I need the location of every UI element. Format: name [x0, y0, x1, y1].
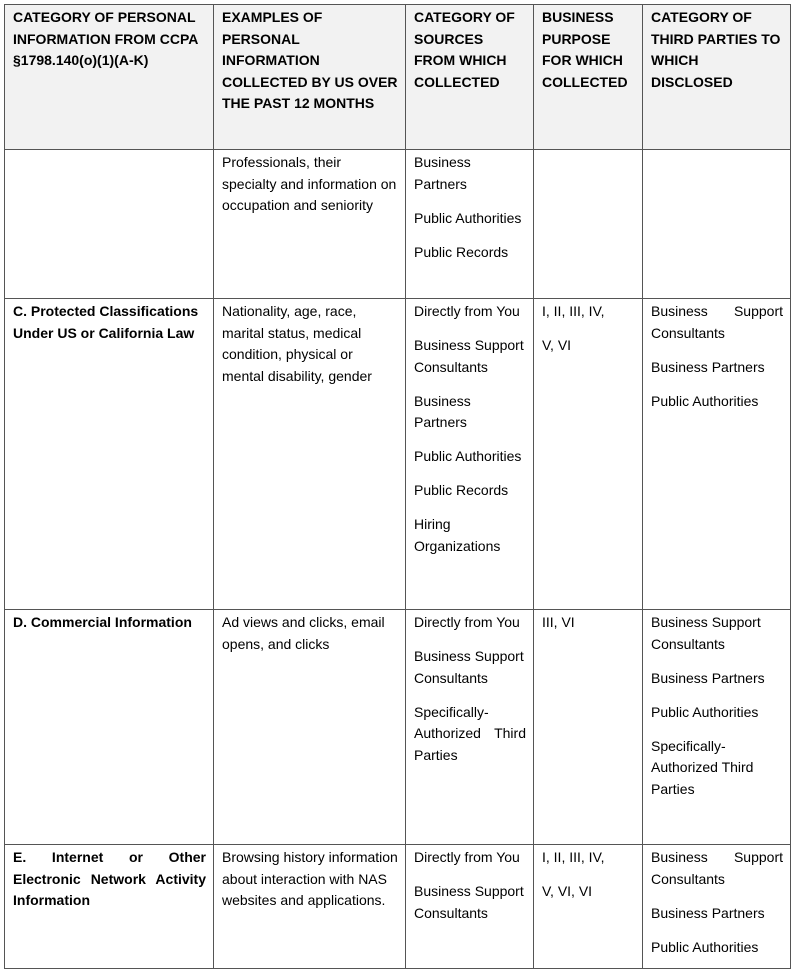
third-party-item: Business Partners: [651, 904, 765, 921]
examples-cell: Ad views and clicks, email opens, and clicks: [214, 610, 406, 845]
third-party-item: Business Support Consultants: [651, 303, 783, 341]
header-sources: CATEGORY OF SOURCES FROM WHICH COLLECTED: [406, 5, 534, 150]
third-party-item: Specifically-Authorized Third Parties: [651, 737, 754, 797]
third-parties-cell: [643, 150, 791, 299]
source-item: Hiring Organizations: [414, 516, 501, 554]
source-item: Business Partners: [414, 154, 471, 192]
category-cell: C. Protected Classifications Under US or California Law: [5, 299, 214, 610]
purpose-cell: [534, 845, 643, 969]
sources-cell: [406, 610, 534, 845]
purpose-item: I, II, III, IV,: [542, 303, 605, 319]
purpose-item: V, VI: [542, 337, 572, 353]
purpose-item: I, II, III, IV,: [542, 849, 605, 865]
source-item: Public Records: [414, 482, 509, 498]
third-party-item: Business Partners: [651, 669, 765, 686]
purpose-cell: [534, 299, 643, 610]
source-item: Directly from You: [414, 849, 520, 865]
source-item: Specifically- Authorized Third Parties: [414, 703, 526, 763]
table-row: [5, 299, 791, 610]
third-party-item: Public Authorities: [651, 938, 759, 955]
sources-cell: [406, 150, 534, 299]
third-parties-cell: [643, 845, 791, 969]
purpose-cell: [534, 150, 643, 299]
third-party-item: Business Support Consultants: [651, 614, 761, 652]
category-cell: E. Internet or Other Electronic Network Activity Information: [5, 845, 214, 969]
category-cell: [5, 150, 214, 299]
purpose-cell: [534, 610, 643, 845]
header-examples: EXAMPLES OF PERSONAL INFORMATION COLLECTED BY US OVER THE PAST 12 MONTHS: [214, 5, 406, 150]
sources-cell: [406, 299, 534, 610]
header-category: CATEGORY OF PERSONAL INFORMATION FROM CCPA §1798.140(o)(1)(A-K): [5, 5, 214, 150]
table-row: [5, 150, 791, 299]
source-item: Directly from You: [414, 303, 520, 319]
sources-cell: [406, 845, 534, 969]
source-item: Public Authorities: [414, 209, 522, 226]
purpose-item: III, VI: [542, 614, 575, 630]
table-row: [5, 845, 791, 969]
source-item: Business Support Consultants: [414, 337, 524, 375]
header-row: [5, 5, 791, 150]
source-item: Public Records: [414, 243, 509, 260]
examples-cell: Professionals, their specialty and information on occupation and seniority: [214, 150, 406, 299]
purpose-item: V, VI, VI: [542, 883, 593, 899]
source-item: Public Authorities: [414, 448, 522, 464]
third-party-item: Public Authorities: [651, 703, 759, 720]
third-parties-cell: [643, 299, 791, 610]
source-item: Business Partners: [414, 392, 471, 430]
third-party-item: Business Partners: [651, 358, 765, 375]
ccpa-disclosure-table: [4, 4, 791, 969]
header-third-parties: CATEGORY OF THIRD PARTIES TO WHICH DISCLOSED: [643, 5, 791, 150]
examples-cell: Nationality, age, race, marital status, medical condition, physical or mental disability, gender: [214, 299, 406, 610]
examples-cell: Browsing history information about interaction with NAS websites and applications.: [214, 845, 406, 969]
third-party-item: Business Support Consultants: [651, 849, 783, 887]
category-cell: D. Commercial Information: [5, 610, 214, 845]
source-item: Directly from You: [414, 614, 520, 630]
third-party-item: Public Authorities: [651, 392, 759, 409]
third-parties-cell: [643, 610, 791, 845]
source-item: Business Support Consultants: [414, 883, 524, 921]
source-item: Business Support Consultants: [414, 648, 524, 686]
table-row: [5, 610, 791, 845]
header-business-purpose: BUSINESS PURPOSE FOR WHICH COLLECTED: [534, 5, 643, 150]
